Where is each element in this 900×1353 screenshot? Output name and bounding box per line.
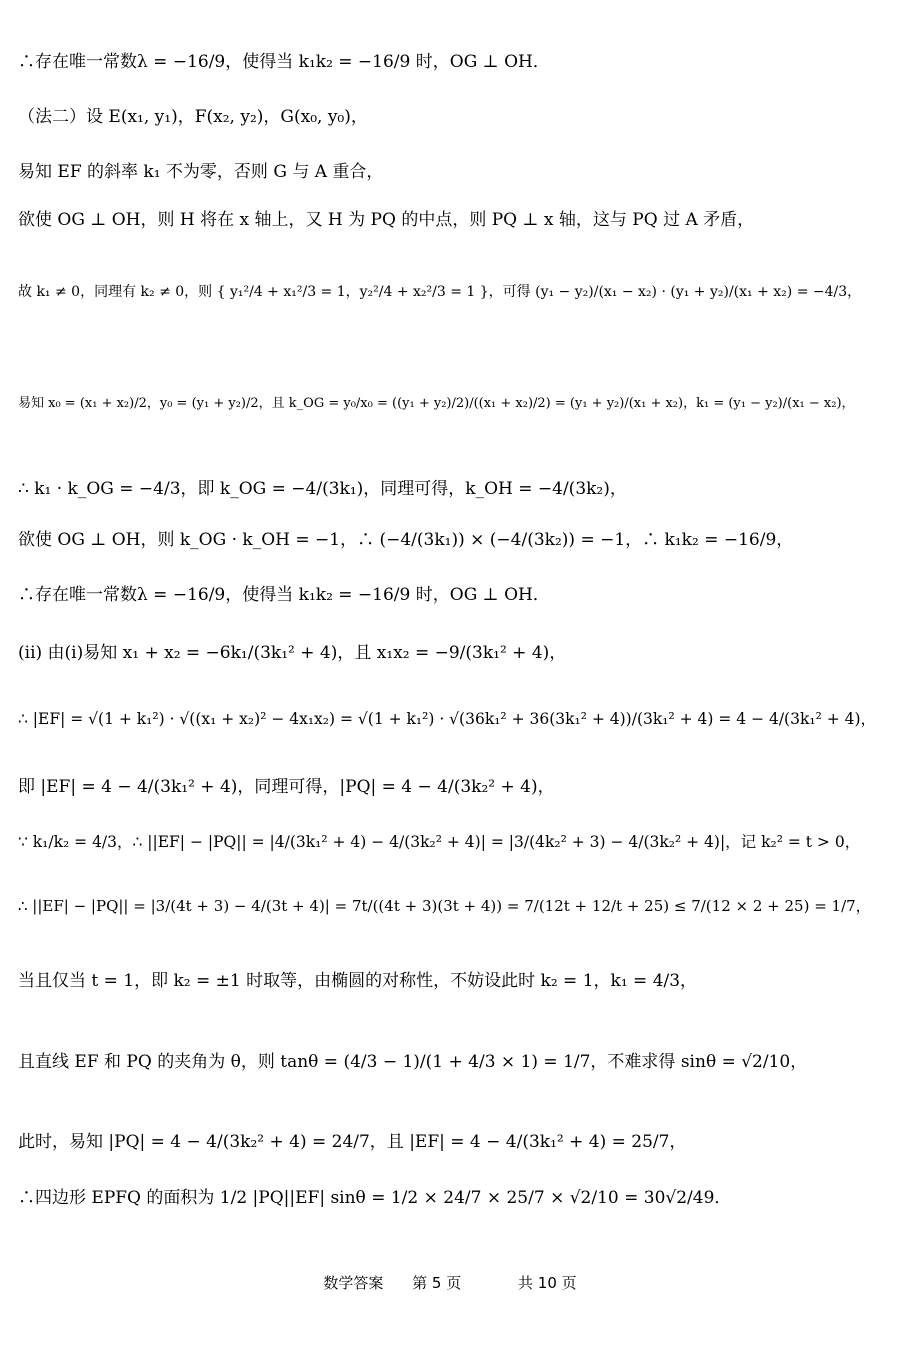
text-line-12: 即 |EF| = 4 − 4/(3k₁² + 4)，同理可得，|PQ| = 4 − 4/(3k₂² + 4)， — [18, 777, 555, 797]
text-line-10: (ii) 由(i)易知 x₁ + x₂ = −6k₁/(3k₁² + 4)，且 x₁x₂ = −9/(3k₁² + 4)， — [18, 643, 567, 663]
text-line-11: ∴ |EF| = √(1 + k₁²) · √((x₁ + x₂)² − 4x₁x₂) = √(1 + k₁²) · √(36k₁² + 36(3k₁² + 4))/(3k₁² + 4) = 4 − 4/(3k₁² + 4)， — [18, 710, 877, 728]
text-line-6: 易知 x₀ = (x₁ + x₂)/2，y₀ = (y₁ + y₂)/2，且 k_OG = y₀/x₀ = ((y₁ + y₂)/2)/((x₁ + x₂)/2) = (y₁ + y₂)/(x₁ + x₂)，k₁ = (y₁ − y₂)/(x₁ − x₂)， — [18, 396, 855, 411]
text-line-18: ∴四边形 EPFQ 的面积为 1/2 |PQ||EF| sinθ = 1/2 × 24/7 × 25/7 × √2/10 = 30√2/49． — [18, 1188, 732, 1208]
text-line-17: 此时，易知 |PQ| = 4 − 4/(3k₂² + 4) = 24/7，且 |EF| = 4 − 4/(3k₁² + 4) = 25/7， — [18, 1132, 687, 1152]
footer-subject: 数学答案 — [323, 1274, 384, 1292]
text-line-4: 欲使 OG ⊥ OH，则 H 将在 x 轴上，又 H 为 PQ 的中点，则 PQ ⊥ x 轴，这与 PQ 过 A 矛盾， — [18, 210, 755, 230]
text-line-2: （法二）设 E(x₁, y₁)，F(x₂, y₂)，G(x₀, y₀)， — [18, 107, 368, 127]
text-line-13: ∵ k₁/k₂ = 4/3，∴ ||EF| − |PQ|| = |4/(3k₁² + 4) − 4/(3k₂² + 4)| = |3/(4k₂² + 3) − 4/(3k₂² + 4)|，记 k₂² = t > 0， — [18, 833, 861, 851]
text-line-16: 且直线 EF 和 PQ 的夹角为 θ，则 tanθ = (4/3 − 1)/(1 + 4/3 × 1) = 1/7，不难求得 sinθ = √2/10， — [18, 1052, 808, 1072]
text-line-15: 当且仅当 t = 1，即 k₂ = ±1 时取等，由椭圆的对称性，不妨设此时 k₂ = 1，k₁ = 4/3， — [18, 971, 698, 991]
text-line-8: 欲使 OG ⊥ OH，则 k_OG · k_OH = −1，∴ (−4/(3k₁)) × (−4/(3k₂)) = −1，∴ k₁k₂ = −16/9， — [18, 530, 794, 550]
text-line-1: ∴存在唯一常数λ = −16/9，使得当 k₁k₂ = −16/9 时，OG ⊥ OH． — [18, 52, 550, 72]
text-line-5: 故 k₁ ≠ 0，同理有 k₂ ≠ 0，则 { y₁²/4 + x₁²/3 = 1，y₂²/4 + x₂²/3 = 1 }，可得 (y₁ − y₂)/(x₁ − x₂) · (y₁ + y₂)/(x₁ + x₂) = −4/3， — [18, 284, 862, 300]
text-line-14: ∴ ||EF| − |PQ|| = |3/(4t + 3) − 4/(3t + 4)| = 7t/((4t + 3)(3t + 4)) = 7/(12t + 12/t + 25) ≤ 7/(12 × 2 + 25) = 1/7， — [18, 897, 871, 915]
text-line-7: ∴ k₁ · k_OG = −4/3，即 k_OG = −4/(3k₁)，同理可得，k_OH = −4/(3k₂)， — [18, 479, 627, 499]
text-line-9: ∴存在唯一常数λ = −16/9，使得当 k₁k₂ = −16/9 时，OG ⊥ OH． — [18, 585, 550, 605]
footer-page-number: 第 5 页 — [412, 1274, 462, 1292]
page-footer — [0, 1272, 900, 1293]
text-line-3: 易知 EF 的斜率 k₁ 不为零，否则 G 与 A 重合， — [18, 162, 384, 182]
footer-total-pages: 共 10 页 — [518, 1274, 577, 1292]
